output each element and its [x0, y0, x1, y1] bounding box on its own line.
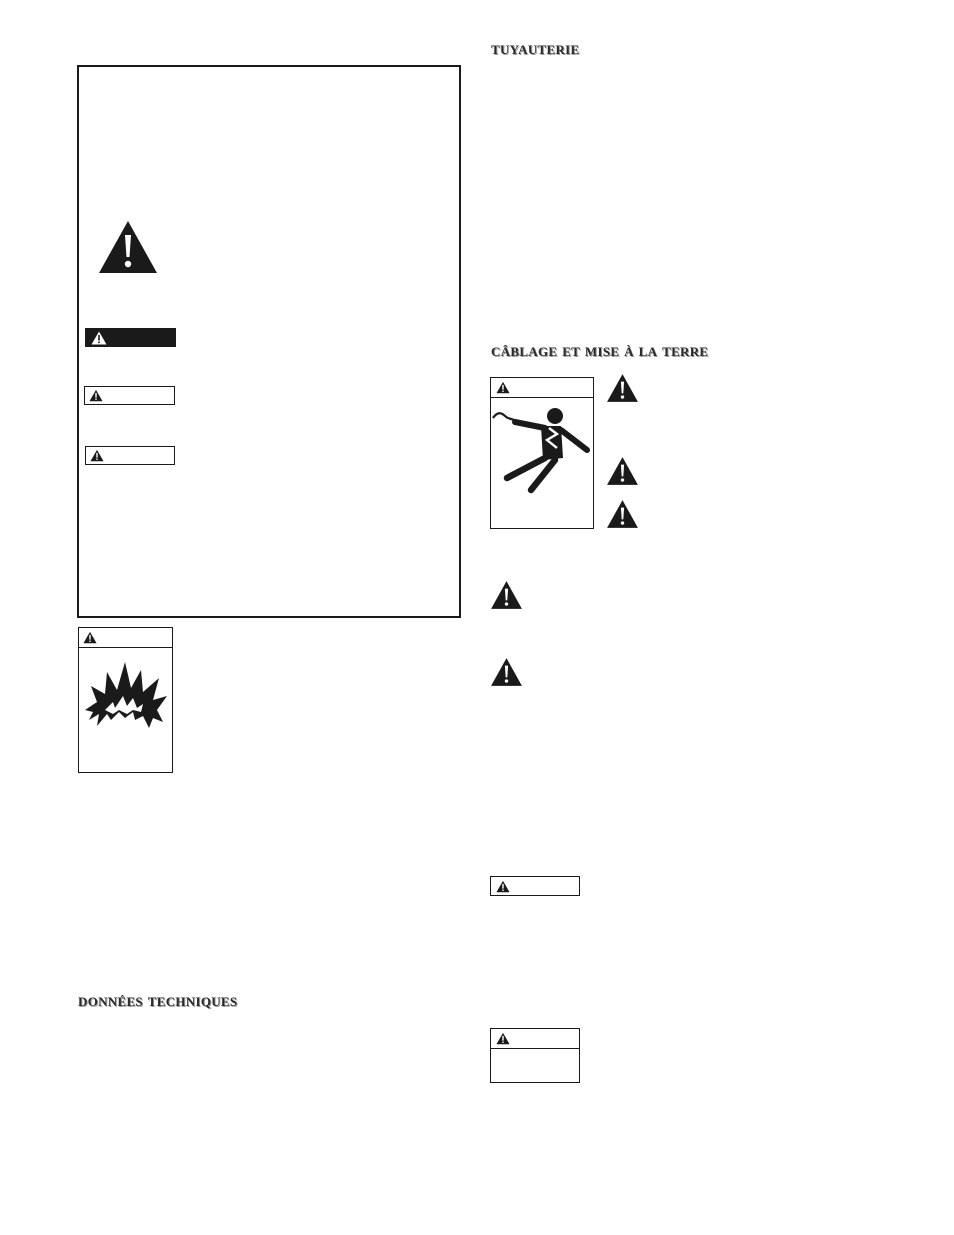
electric-shock-icon: [491, 400, 593, 528]
warning-signal-word-label: [84, 386, 175, 405]
explosion-icon: [83, 658, 169, 730]
safety-alert-triangle-icon: [606, 499, 639, 529]
caution-signal-word-label: [85, 446, 175, 465]
safety-alert-triangle-icon: [83, 631, 97, 644]
pictogram-header: [491, 1029, 579, 1049]
electric-shock-hazard-pictogram: [490, 377, 594, 529]
safety-alert-triangle-icon: [89, 389, 103, 402]
safety-alert-triangle-icon: [606, 373, 639, 403]
pictogram-header: [79, 628, 172, 648]
explosion-hazard-pictogram: [78, 627, 173, 773]
safety-alert-triangle-icon: [606, 456, 639, 486]
wiring-grounding-heading: câblage et mise à la terre: [491, 340, 709, 360]
safety-alert-triangle-icon: [91, 331, 107, 345]
piping-heading: tuyauterie: [491, 38, 580, 58]
safety-alert-triangle-icon: [496, 381, 510, 394]
safety-alert-triangle-icon: [490, 580, 523, 610]
safety-alert-triangle-icon: [490, 657, 523, 687]
danger-signal-word-label: [85, 328, 176, 347]
caution-notice-panel: [490, 1028, 580, 1083]
technical-data-heading: données techniques: [78, 990, 238, 1010]
safety-alert-triangle-icon: [90, 449, 104, 462]
safety-information-box: [77, 65, 461, 618]
safety-alert-triangle-icon: [97, 219, 159, 275]
warning-signal-word-label: [490, 876, 580, 896]
safety-alert-triangle-icon: [496, 1032, 510, 1045]
pictogram-header: [491, 378, 593, 398]
safety-alert-triangle-icon: [496, 880, 510, 893]
